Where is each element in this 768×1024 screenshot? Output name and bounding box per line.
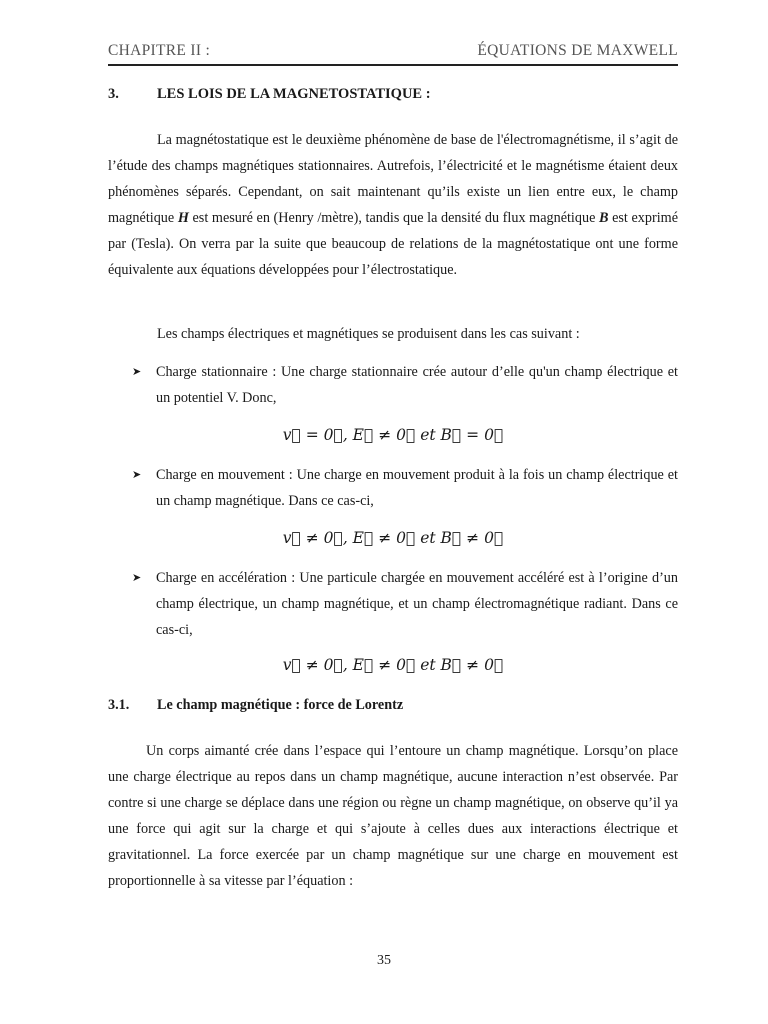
equation-moving: v⃗ ≠ 0⃗, E⃗ ≠ 0⃗ et B⃗ ≠ 0⃗ xyxy=(282,529,504,547)
equation-stationary: v⃗ = 0⃗, E⃗ ≠ 0⃗ et B⃗ = 0⃗ xyxy=(282,426,504,444)
subsection-heading xyxy=(108,697,403,714)
arrow-bullet-icon: ➤ xyxy=(132,572,142,584)
header-chapter: CHAPITRE II : xyxy=(108,42,211,59)
arrow-bullet-icon: ➤ xyxy=(132,469,142,481)
intro-paragraph xyxy=(108,127,678,283)
intro-text-b: est mesuré en (Henry /mètre), tandis que la densité du flux magnétique xyxy=(188,210,599,226)
section-heading xyxy=(108,86,431,103)
arrow-bullet-icon: ➤ xyxy=(132,366,142,378)
page-number: 35 xyxy=(377,953,391,968)
case-text: Charge stationnaire : Une charge stationnaire crée autour d’elle qu'un champ électrique et un potentiel V. Donc, xyxy=(156,364,678,406)
section-title: LES LOIS DE LA MAGNETOSTATIQUE : xyxy=(157,86,431,102)
intro-text-a: La magnétostatique est le deuxième phénomène de base de l'électromagnétisme, il s’agit de l’étude des champs magnétiques stationnaires. Autrefois, l’électricité et le magnétisme étaient deux phénomènes séparés. Cependant, on sait maintenant qu’ils existe un lien entre eux, le champ magnétique xyxy=(108,132,678,226)
case-item-stationary xyxy=(134,359,678,411)
equation-accelerating: v⃗ ≠ 0⃗, E⃗ ≠ 0⃗ et B⃗ ≠ 0⃗ xyxy=(282,656,504,674)
case-text: Charge en accélération : Une particule chargée en mouvement accéléré est à l’origine d’un champ électrique, un champ magnétique, et un champ électromagnétique radiant. Dans ce cas-ci, xyxy=(156,570,678,638)
section-number: 3. xyxy=(108,86,119,102)
intro-text-c: est exprimé par (Tesla). On verra par la suite que beaucoup de relations de la magnétostatique ont une forme équivalente aux équations développées pour l’électrostatique. xyxy=(108,210,678,278)
subsection-title: Le champ magnétique : force de Lorentz xyxy=(157,697,404,713)
subsection-number: 3.1. xyxy=(108,697,130,713)
header-chapter-title: ÉQUATIONS DE MAXWELL xyxy=(477,42,678,59)
symbol-B: B xyxy=(599,210,609,226)
running-header xyxy=(108,42,678,66)
case-item-moving xyxy=(134,462,678,514)
lorentz-paragraph: Un corps aimanté crée dans l’espace qui l’entoure un champ magnétique. Lorsqu’on place une charge électrique au repos dans un champ magnétique, aucune interaction n’est observée. Par contre si une charge se déplace dans une région ou règne un champ magnétique, on observe qu’il ya une force qui agit sur la charge et qui s’ajoute à celles dues aux interactions électrique et gravitationnel. La force exercée par un champ magnétique sur une charge en mouvement est proportionnelle à sa vitesse par l’équation : xyxy=(108,743,678,889)
symbol-H: H xyxy=(177,210,189,226)
cases-intro: Les champs électriques et magnétiques se produisent dans les cas suivant : xyxy=(157,326,580,342)
case-item-accelerating xyxy=(134,565,678,643)
case-text: Charge en mouvement : Une charge en mouvement produit à la fois un champ électrique et un champ magnétique. Dans ce cas-ci, xyxy=(156,467,678,509)
